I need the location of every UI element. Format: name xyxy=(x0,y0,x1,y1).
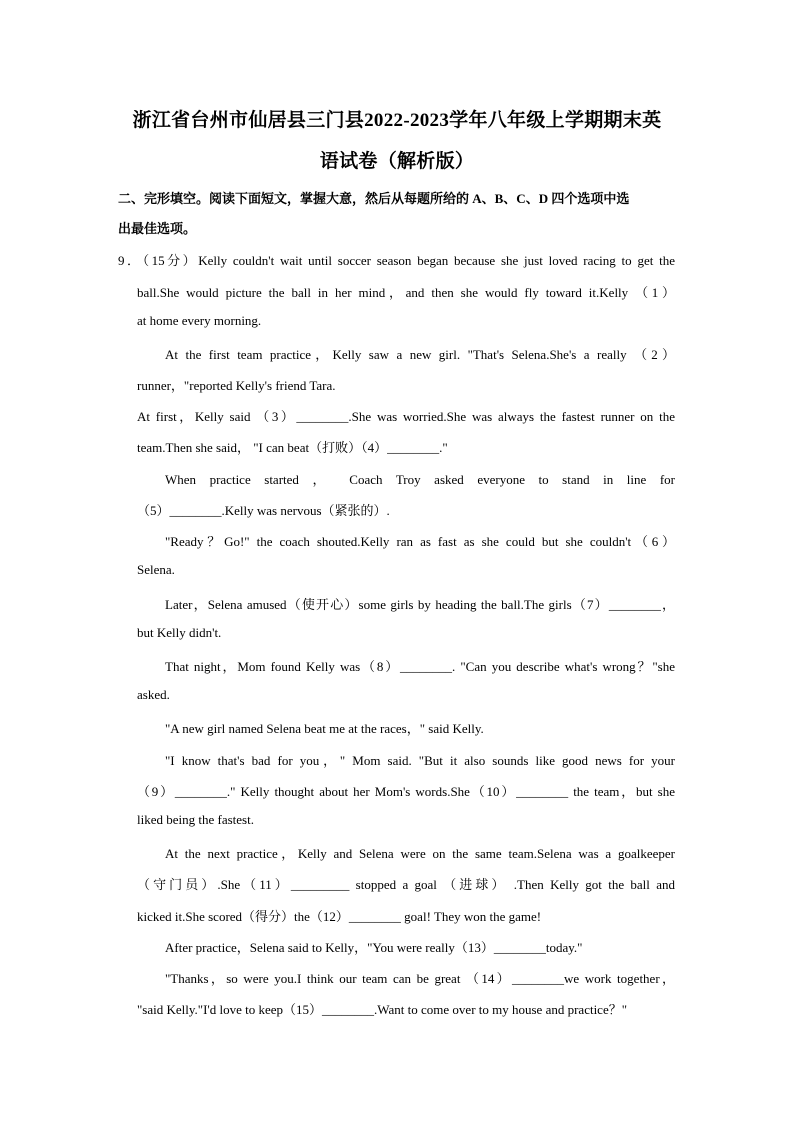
passage-line: "I know that's bad for you，" Mom said. "But it also sounds like good news for your xyxy=(165,753,675,768)
passage-line: When practice started ， Coach Troy asked everyone to stand in line for xyxy=(165,472,675,487)
passage-line: ball.She would picture the ball in her mind，and then she would fly toward it.Kelly （1） xyxy=(137,285,675,300)
passage-line: 9．（15分）Kelly couldn't wait until soccer season began because she just loved racing to get the xyxy=(118,253,675,268)
passage-line: Later，Selena amused（使开心）some girls by heading the ball.The girls（7）________， xyxy=(165,597,675,612)
passage-line: At the first team practice，Kelly saw a new girl. "That's Selena.She's a really （2） xyxy=(165,347,675,362)
passage-line: "A new girl named Selena beat me at the races，" said Kelly. xyxy=(165,721,484,736)
passage-line: （守门员）.She（11）_________ stopped a goal （进球） .Then Kelly got the ball and xyxy=(137,877,675,892)
passage-line: team.Then she said， "I can beat（打败）（4）________." xyxy=(137,440,448,455)
passage-line: runner，"reported Kelly's friend Tara. xyxy=(137,378,336,393)
passage-line: at home every morning. xyxy=(137,313,262,328)
document-title-line-2: 语试卷（解析版） xyxy=(319,151,475,172)
passage-line: "said Kelly."I'd love to keep（15）________.Want to come over to my house and practice？" xyxy=(137,1002,628,1017)
passage-line: At first，Kelly said （3）________.She was worried.She was always the fastest runner on the xyxy=(137,409,675,424)
passage-line: asked. xyxy=(137,687,170,702)
passage-line: kicked it.She scored（得分）the（12）________ goal! They won the game! xyxy=(137,909,542,924)
passage-line: but Kelly didn't. xyxy=(137,625,222,640)
passage-line: After practice，Selena said to Kelly，"You were really（13）________today." xyxy=(165,940,583,955)
section-instruction-line-2: 出最佳选项。 xyxy=(118,221,197,236)
document-title-line-1: 浙江省台州市仙居县三门县2022-2023学年八年级上学期期末英 xyxy=(132,110,662,131)
passage-line: "Thanks，so were you.I think our team can be great （14）________we work together， xyxy=(165,971,675,986)
section-instruction-line-1: 二、完形填空。阅读下面短文，掌握大意，然后从每题所给的 A、B、C、D 四个选项中选 xyxy=(118,191,630,206)
passage-line: Selena. xyxy=(137,562,175,577)
passage-line: liked being the fastest. xyxy=(137,812,254,827)
passage-line: （9）________." Kelly thought about her Mom's words.She（10）________ the team，but she xyxy=(137,784,675,799)
passage-line: "Ready？Go!" the coach shouted.Kelly ran as fast as she could but she couldn't（6） xyxy=(165,534,675,549)
passage-line: That night，Mom found Kelly was（8）________. "Can you describe what's wrong？"she xyxy=(165,659,675,674)
passage-line: （5）________.Kelly was nervous（紧张的）. xyxy=(137,503,390,518)
passage-line: At the next practice，Kelly and Selena were on the same team.Selena was a goalkeeper xyxy=(165,846,675,861)
